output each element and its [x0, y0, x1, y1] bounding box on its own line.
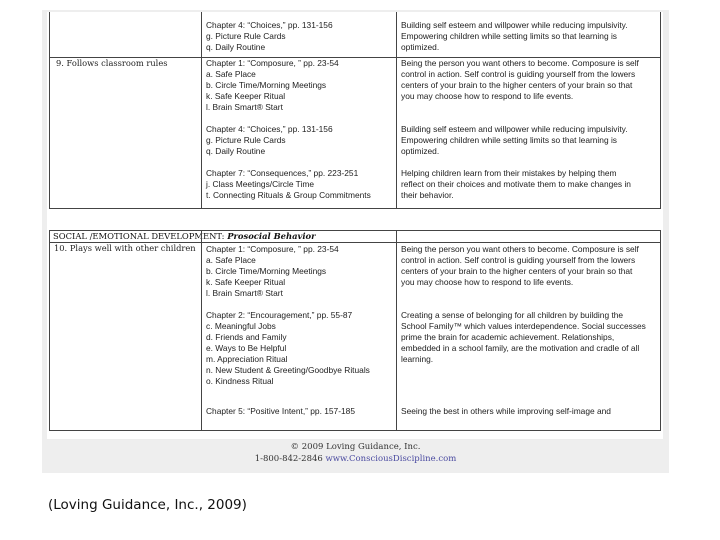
chapter-line: d. Friends and Family — [206, 332, 287, 342]
column-divider — [396, 231, 397, 430]
row-9-chapters — [206, 58, 371, 201]
section-header — [50, 231, 660, 242]
description-line: Being the person you want others to become. Composure is self — [401, 58, 639, 68]
chapter-line: q. Daily Routine — [206, 42, 266, 52]
chapter-line: q. Daily Routine — [206, 146, 266, 156]
chapter-line: b. Circle Time/Morning Meetings — [206, 266, 327, 276]
description-line: embedded in a school family, are the motivation and cradle of all — [401, 343, 640, 353]
website-link[interactable]: www.ConsciousDiscipline.com — [325, 454, 457, 464]
description-line: centers of your brain to the higher centers of your brain so that — [401, 80, 633, 90]
chapter-line: Chapter 1: “Composure, ” pp. 23-54 — [206, 58, 339, 68]
document-footer — [42, 441, 669, 465]
chapter-line: k. Safe Keeper Ritual — [206, 277, 286, 287]
chapter-line: l. Brain Smart® Start — [206, 102, 283, 112]
row-10-label: 10. Plays well with other children — [54, 243, 196, 253]
row-9-label: 9. Follows classroom rules — [56, 58, 168, 68]
top-table — [49, 12, 661, 209]
section-subtitle: Prosocial Behavior — [227, 231, 316, 241]
phone-number: 1-800-842-2846 — [254, 454, 323, 464]
column-divider — [396, 12, 397, 208]
description-line: Seeing the best in others while improving self-image and — [401, 406, 611, 416]
column-divider — [201, 12, 202, 208]
row-9-description — [401, 58, 639, 201]
description-line: you may choose how to respond to life events. — [401, 277, 574, 287]
description-line: centers of your brain to the higher centers of your brain so that — [401, 266, 633, 276]
description-line: Building self esteem and willpower while reducing impulsivity. — [401, 20, 628, 30]
description-line: learning. — [401, 354, 434, 364]
bottom-table — [49, 230, 661, 431]
contact-line — [42, 453, 669, 465]
row-a-chapters — [206, 20, 333, 53]
description-line: Empowering children while setting limits so that learning is — [401, 31, 617, 41]
chapter-line: l. Brain Smart® Start — [206, 288, 283, 298]
copyright-line: © 2009 Loving Guidance, Inc. — [290, 442, 421, 452]
description-line: Helping children learn from their mistakes by helping them — [401, 168, 617, 178]
chapter-line: Chapter 2: “Encouragement,” pp. 55-87 — [206, 310, 353, 320]
row-10-description — [401, 244, 646, 417]
chapter-line: t. Connecting Rituals & Group Commitments — [206, 190, 371, 200]
image-caption: (Loving Guidance, Inc., 2009) — [48, 497, 247, 513]
chapter-line: Chapter 5: “Positive Intent,” pp. 157-185 — [206, 406, 355, 416]
description-line: Creating a sense of belonging for all children by building the — [401, 310, 624, 320]
description-line: Empowering children while setting limits so that learning is — [401, 135, 617, 145]
description-line: reflect on their choices and motivate them to make changes in — [401, 179, 631, 189]
chapter-line: a. Safe Place — [206, 69, 256, 79]
chapter-line: k. Safe Keeper Ritual — [206, 91, 286, 101]
chapter-line: b. Circle Time/Morning Meetings — [206, 80, 327, 90]
chapter-line: Chapter 1: “Composure, ” pp. 23-54 — [206, 244, 339, 254]
chapter-line: n. New Student & Greeting/Goodbye Rituals — [206, 365, 370, 375]
description-line: Being the person you want others to become. Composure is self — [401, 244, 639, 254]
row-10-chapters — [206, 244, 370, 417]
description-line: control in action. Self control is guiding yourself from the lowers — [401, 255, 636, 265]
section-title: SOCIAL /EMOTIONAL DEVELOPMENT: — [53, 231, 225, 241]
chapter-line: j. Class Meetings/Circle Time — [206, 179, 314, 189]
description-line: you may choose how to respond to life events. — [401, 91, 574, 101]
row-a-description — [401, 20, 628, 53]
description-line: control in action. Self control is guiding yourself from the lowers — [401, 69, 636, 79]
chapter-line: g. Picture Rule Cards — [206, 135, 286, 145]
chapter-line: Chapter 4: “Choices,” pp. 131-156 — [206, 124, 333, 134]
description-line: School Family™ which values interdependence. Social successes — [401, 321, 646, 331]
chapter-line: Chapter 4: “Choices,” pp. 131-156 — [206, 20, 333, 30]
description-line: optimized. — [401, 42, 440, 52]
chapter-line: a. Safe Place — [206, 255, 256, 265]
column-divider — [201, 231, 202, 430]
chapter-line: c. Meaningful Jobs — [206, 321, 276, 331]
chapter-line: m. Appreciation Ritual — [206, 354, 288, 364]
description-line: optimized. — [401, 146, 440, 156]
description-line: Building self esteem and willpower while reducing impulsivity. — [401, 124, 628, 134]
description-line: prime the brain for academic achievement. Relationships, — [401, 332, 615, 342]
document-page — [47, 12, 663, 439]
document-scan — [42, 10, 669, 473]
chapter-line: o. Kindness Ritual — [206, 376, 274, 386]
chapter-line: g. Picture Rule Cards — [206, 31, 286, 41]
description-line: their behavior. — [401, 190, 454, 200]
chapter-line: e. Ways to Be Helpful — [206, 343, 287, 353]
chapter-line: Chapter 7: “Consequences,” pp. 223-251 — [206, 168, 359, 178]
